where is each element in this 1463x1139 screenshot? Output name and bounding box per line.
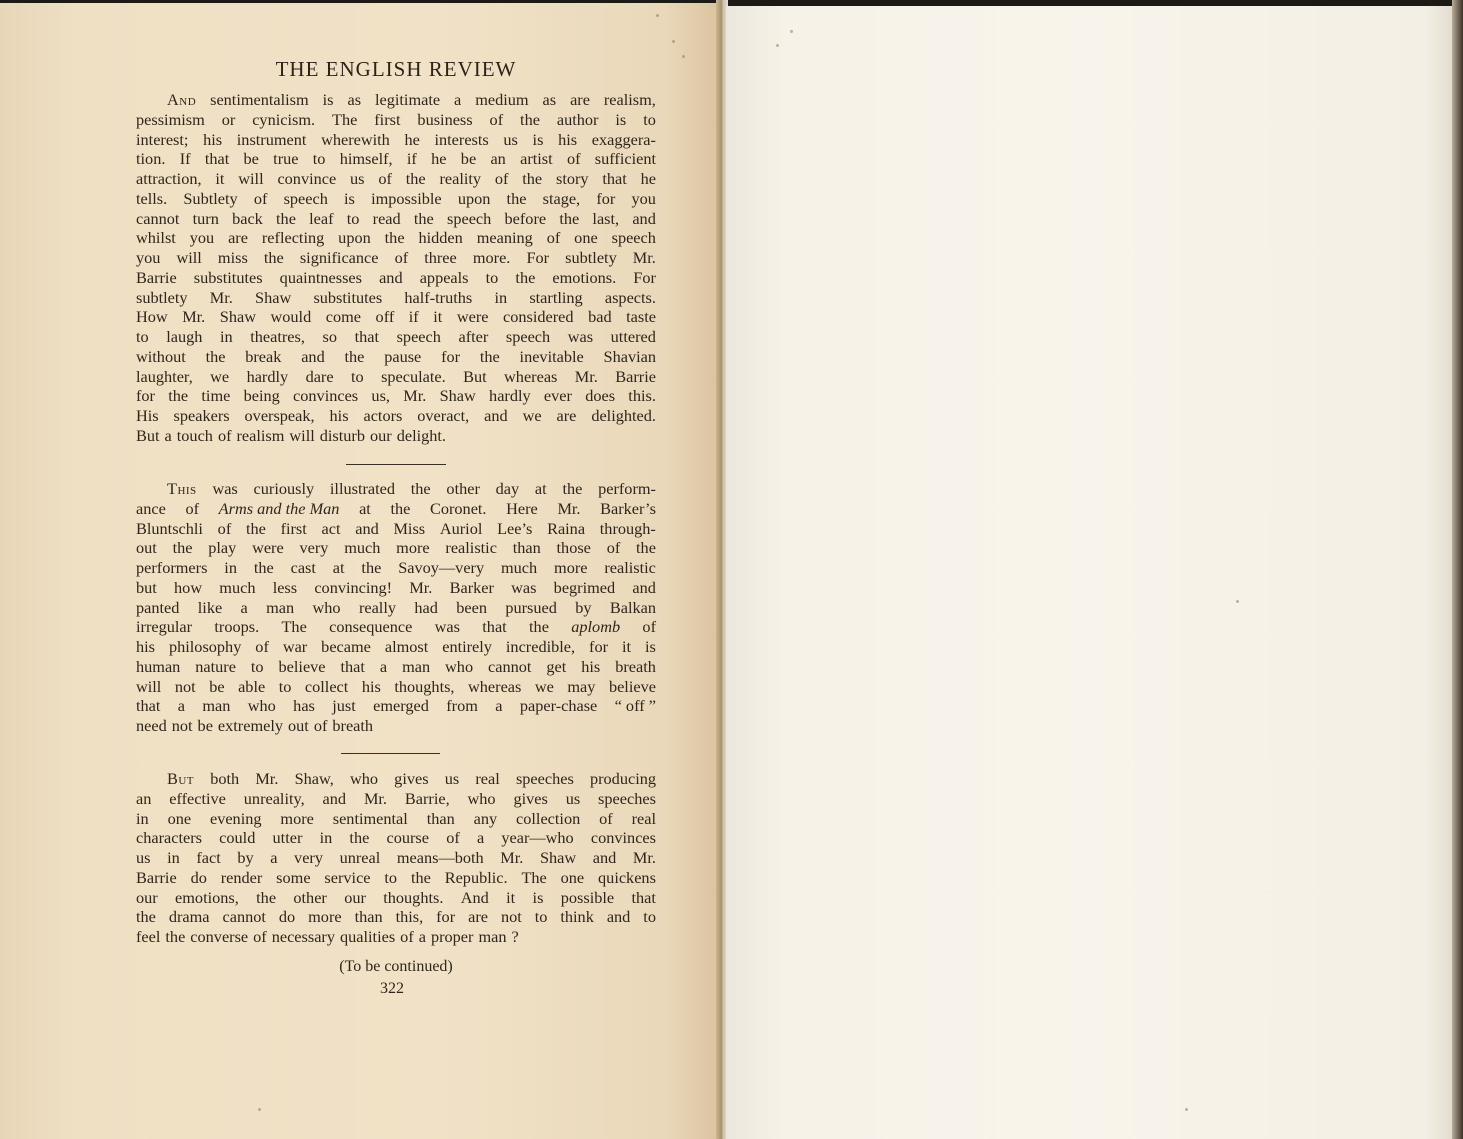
section-divider [341, 753, 440, 754]
text-line: Barrie do render some service to the Republic. The one quickens [136, 867, 656, 887]
paper-speck [672, 40, 675, 43]
page-number: 322 [380, 980, 404, 997]
text-line: the drama cannot do more than this, for are not to think and to [136, 907, 656, 927]
text-line: characters could utter in the course of a year—who convinces [136, 828, 656, 848]
text-line: Barrie substitutes quaintnesses and appeals to the emotions. For [136, 267, 656, 287]
text-line: tion. If that be true to himself, if he be an artist of sufficient [136, 149, 656, 169]
text-line: Bluntschli of the first act and Miss Auriol Lee’s Raina through- [136, 518, 656, 538]
paper-speck [776, 44, 779, 47]
right-page-blank [726, 6, 1454, 1139]
paper-speck [656, 14, 659, 17]
drop-word: And [167, 90, 197, 109]
text-line: without the break and the pause for the inevitable Shavian [136, 346, 656, 366]
text-line: But both Mr. Shaw, who gives us real speeches producing [167, 769, 656, 788]
text-line: ance of Arms and the Man at the Coronet. Here Mr. Barker’s [136, 498, 656, 518]
text-line: This was curiously illustrated the other day at the perform- [167, 479, 656, 498]
text-line: interest; his instrument wherewith he interests us is his exaggera- [136, 129, 656, 149]
text-line: out the play were very much more realistic than those of the [136, 538, 656, 558]
text-line: to laugh in theatres, so that speech after speech was uttered [136, 327, 656, 346]
text-line: performers in the cast at the Savoy—very much more realistic [136, 558, 656, 577]
text-line: subtlety Mr. Shaw substitutes half-truths in startling aspects. [136, 287, 656, 307]
text-line: panted like a man who really had been pursued by Balkan [136, 597, 656, 617]
text-line: you will miss the significance of three more. For subtlety Mr. [136, 248, 656, 267]
text-line: attraction, it will convince us of the reality of the story that he [136, 169, 656, 188]
paper-speck [682, 55, 685, 58]
paragraph-1 [136, 90, 656, 446]
text-line: tells. Subtlety of speech is impossible upon the stage, for you [136, 188, 656, 208]
text-line: How Mr. Shaw would come off if it were considered bad taste [136, 307, 656, 327]
text-line: feel the converse of necessary qualities of a proper man ? [136, 927, 519, 946]
text-line: irregular troops. The consequence was that the aplomb of [136, 617, 656, 637]
text-line: but how much less convincing! Mr. Barker was begrimed and [136, 577, 656, 597]
paper-speck [790, 30, 793, 33]
continued-note: (To be continued) [339, 958, 453, 975]
text-line: human nature to believe that a man who cannot get his breath [136, 656, 656, 676]
text-line: an effective unreality, and Mr. Barrie, who gives us speeches [136, 788, 656, 808]
text-line: his philosophy of war became almost entirely incredible, for it is [136, 637, 656, 656]
page-edge [1452, 0, 1463, 1139]
paper-speck [258, 1108, 261, 1111]
paragraph-2 [136, 479, 656, 736]
text-line: that a man who has just emerged from a paper-chase “ off ” [136, 696, 656, 716]
text-line: His speakers overspeak, his actors overact, and we are delighted. [136, 406, 656, 425]
text-line: cannot turn back the leaf to read the speech before the last, and [136, 208, 656, 228]
text-line: us in fact by a very unreal means—both Mr. Shaw and Mr. [136, 848, 656, 867]
text-line: need not be extremely out of breath [136, 716, 374, 735]
text-line: pessimism or cynicism. The first business of the author is to [136, 109, 656, 129]
text-line: But a touch of realism will disturb our delight. [136, 425, 446, 445]
text-line: will not be able to collect his thoughts, whereas we may believe [136, 676, 656, 696]
running-header: THE ENGLISH REVIEW [275, 57, 517, 81]
text-line: laughter, we hardly dare to speculate. But whereas Mr. Barrie [136, 366, 656, 386]
section-divider [346, 464, 446, 465]
text-line: for the time being convinces us, Mr. Shaw hardly ever does this. [136, 386, 656, 406]
text-line: And sentimentalism is as legitimate a medium as are realism, [167, 90, 656, 109]
paragraph-3 [136, 769, 656, 947]
text-line: in one evening more sentimental than any collection of real [136, 808, 656, 828]
text-line: whilst you are reflecting upon the hidden meaning of one speech [136, 228, 656, 248]
paper-speck [1236, 600, 1239, 603]
paper-speck [1185, 1108, 1188, 1111]
text-line: our emotions, the other our thoughts. And it is possible that [136, 887, 656, 907]
